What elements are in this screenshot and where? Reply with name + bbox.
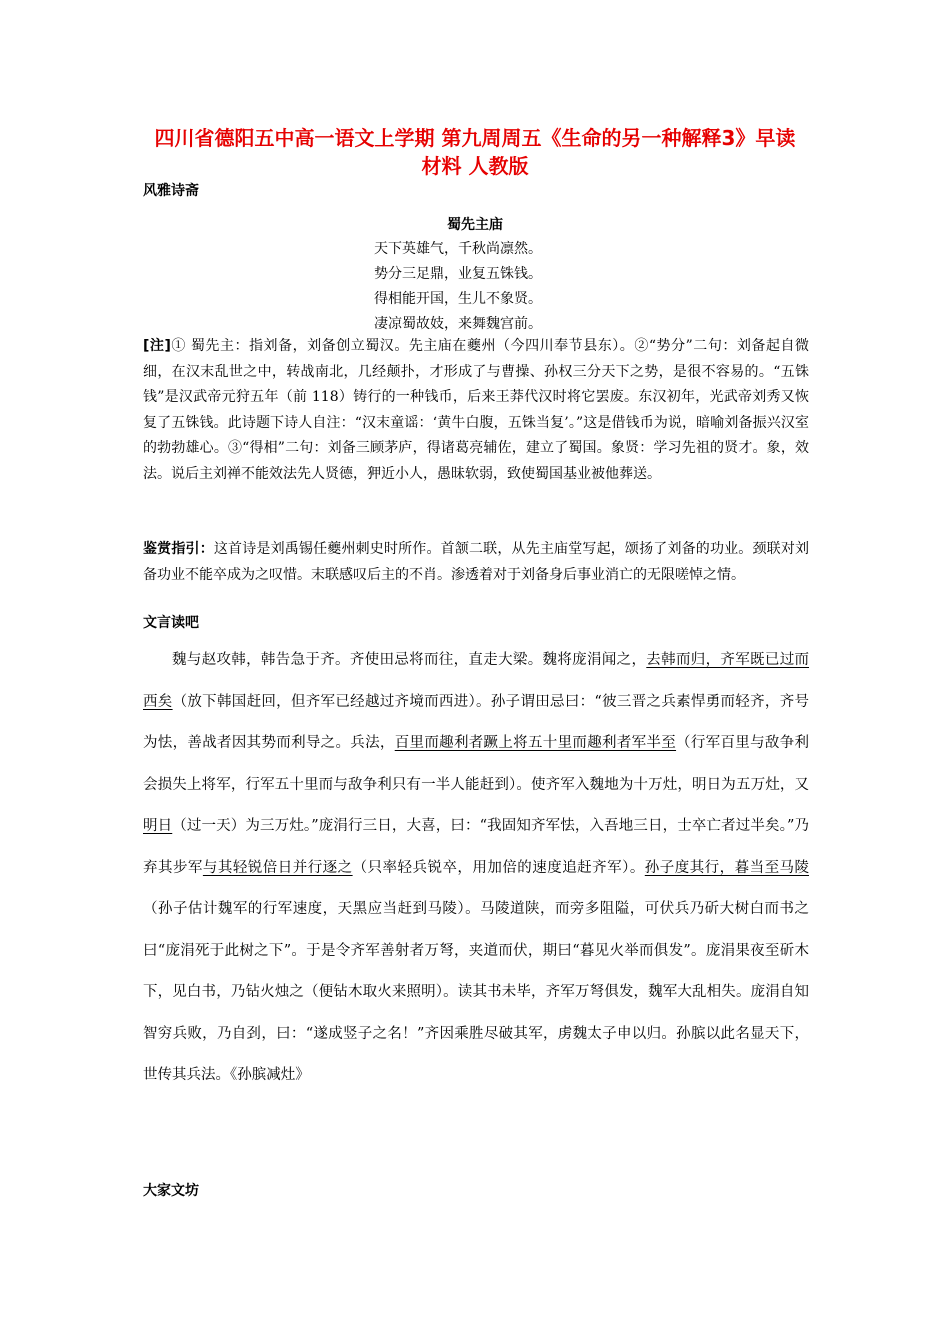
section-heading-essays: 大家文坊 xyxy=(143,1183,199,1199)
passage-text: （过一天）为三万灶。”庞涓行三日，大喜，曰：“我固知齐军怯，入吾地三日，士卒亡者过半矣。”乃弃其步军 xyxy=(143,818,809,876)
poem-notes xyxy=(143,334,809,488)
section-heading-classical: 文言读吧 xyxy=(143,615,199,631)
poem-title: 蜀先主庙 xyxy=(447,217,503,233)
underlined-phrase: 明日 xyxy=(143,818,173,834)
underlined-phrase: 孙子度其行，暮当至马陵 xyxy=(644,859,810,876)
notes-text: ① 蜀先主：指刘备，刘备创立蜀汉。先主庙在夔州（今四川奉节县东）。②“势分”二句：刘备起自微细，在汉末乱世之中，转战南北，几经颠扑，才形成了与曹操、孙权三分天下之势，是很不容易的。“五铢钱”是汉武帝元狩五年（前 118）铸行的一种钱币，后来王莽代汉时将它罢废。东汉初年，光武帝刘秀又恢复了五铢钱。此诗题下诗人自注：“汉末童谣：‘黄牛白腹，五铢当复’。”这是借钱币为说，暗喻刘备振兴汉室的勃勃雄心。③“得相”二句：刘备三顾茅庐，得诸葛亮辅佐，建立了蜀国。象贤：学习先祖的贤才。象，效法。说后主刘禅不能效法先人贤德，狎近小人，愚昧软弱，致使蜀国基业被他葬送。 xyxy=(143,338,809,482)
poem-line: 势分三足鼎，业复五铢钱。 xyxy=(374,266,542,282)
appreciation-paragraph xyxy=(143,537,809,588)
notes-label: [注] xyxy=(143,338,171,354)
appreciation-text: 这首诗是刘禹锡任夔州刺史时所作。首颔二联，从先主庙堂写起，颂扬了刘备的功业。颈联对刘备功业不能卒成为之叹惜。末联感叹后主的不肖。渗透着对于刘备身后事业消亡的无限嗟悼之情。 xyxy=(143,541,810,583)
classical-passage xyxy=(143,640,809,1097)
document-title: 四川省德阳五中高一语文上学期 第九周周五《生命的另一种解释3》早读材料 人教版 xyxy=(154,126,796,178)
passage-text: （孙子估计魏军的行军速度，天黑应当赶到马陵）。马陵道陕，而旁多阻隘，可伏兵乃斫大树白而书之曰“庞涓死于此树之下”。于是令齐军善射者万弩，夹道而伏，期曰“暮见火举而俱发”。庞涓果夜至斫木下，见白书，乃钻火烛之（便钻木取火来照明）。读其书未毕，齐军万弩俱发，魏军大乱相失。庞涓自知智穷兵败，乃自刭，曰：“遂成竖子之名！”齐因乘胜尽破其军，虏魏太子申以归。孙膑以此名显天下，世传其兵法。《孙膑减灶》 xyxy=(143,901,809,1083)
section-heading-poetry: 风雅诗斋 xyxy=(143,183,199,199)
appreciation-label: 鉴赏指引： xyxy=(143,541,214,557)
underlined-phrase: 与其轻锐倍日并行逐之 xyxy=(202,859,353,876)
passage-text: （行军百里与敌争利会损失上将军，行军五十里而与敌争利只有一半人能赶到）。使齐军入魏地为十万灶，明日为五万灶，又 xyxy=(143,735,810,793)
poem-line: 天下英雄气，千秋尚凛然。 xyxy=(374,241,542,257)
underlined-phrase: 百里而趣利者蹶上将五十里而趣利者军半至 xyxy=(394,735,677,751)
underlined-phrase: 去韩而归，齐军既已过而西矣 xyxy=(143,652,810,710)
poem-line: 得相能开国，生儿不象贤。 xyxy=(374,291,542,307)
poem-line: 凄凉蜀故妓，来舞魏宫前。 xyxy=(374,316,542,332)
passage-text: （放下韩国赶回，但齐军已经越过齐境而西进）。孙子谓田忌曰：“彼三晋之兵素悍勇而轻齐，齐号为怯，善战者因其势而利导之。兵法， xyxy=(143,693,809,751)
passage-text: （只率轻兵锐卒，用加倍的速度追赶齐军）。 xyxy=(352,859,645,876)
passage-text: 魏与赵攻韩，韩告急于齐。齐使田忌将而往，直走大梁。魏将庞涓闻之， xyxy=(172,652,647,668)
